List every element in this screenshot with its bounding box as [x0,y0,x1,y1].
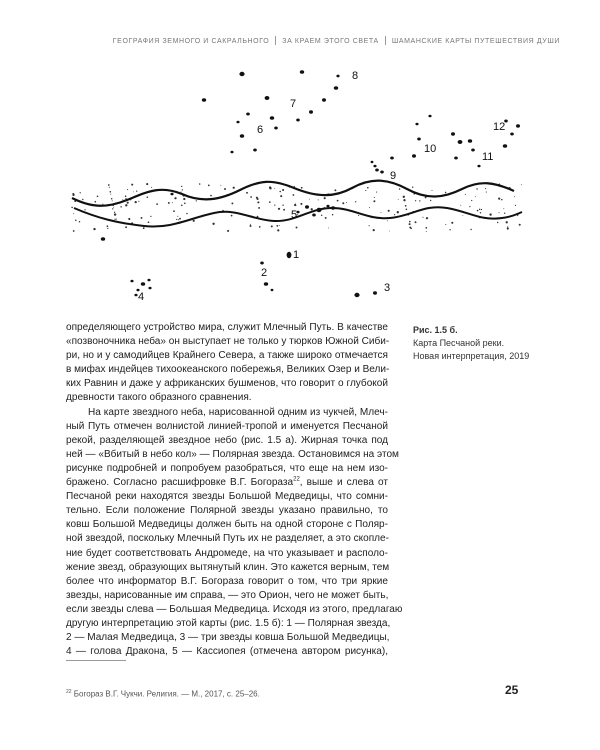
star-dot [458,140,463,144]
text-line: рисунке подробней и попробуем разобраться, что еще на нем изо- [66,462,388,474]
star-dot [412,154,416,157]
speckle [143,227,145,229]
speckle [409,221,411,223]
page-number: 25 [505,683,519,697]
speckle [184,202,186,204]
speckle [507,227,509,229]
star-dot [380,171,384,174]
speckle [271,225,273,227]
speckle [460,205,461,206]
speckle [367,187,369,189]
speckle [278,208,280,210]
star-dot [309,110,313,113]
speckle [231,215,233,217]
speckle [231,202,233,204]
caption-title: Рис. 1.5 б. [413,325,458,335]
star-dot [471,149,475,152]
speckle [328,227,329,228]
footnote-divider [66,660,126,661]
speckle [355,201,356,202]
speckle [274,204,275,205]
speckle [186,213,188,215]
star-dot [148,287,151,290]
speckle [279,191,281,193]
star-label-2: 2 [261,267,268,279]
speckle [469,206,470,207]
speckle [72,194,74,196]
text-line: ри, но и у самодийцев Крайнего Севера, а также широко отмечается [66,350,388,362]
text-line: 4 — голова Дракона, 5 — Кассиопея (отмечена автором рисунка), [66,646,388,658]
star-dot [503,144,507,148]
speckle [93,228,95,230]
star-label-12: 12 [493,121,506,133]
speckle [300,203,302,205]
speckle [311,208,313,210]
star-dot [354,293,359,297]
speckle [150,216,151,217]
speckle [394,214,395,215]
speckle [346,202,347,203]
star-label-4: 4 [138,291,145,303]
speckle [120,206,121,207]
star-dot [312,214,316,217]
speckle [374,197,375,198]
speckle [295,204,297,206]
speckle [426,217,428,219]
star-dot [253,149,257,152]
speckle [135,201,137,203]
speckle [80,192,81,193]
star-map-figure [62,58,532,320]
star-dot [375,169,379,172]
star-dot [390,157,394,160]
speckle [133,192,134,193]
speckle [136,190,137,191]
speckle [97,196,99,198]
speckle [172,202,173,203]
running-head [0,36,560,45]
speckle [325,217,327,219]
speckle [365,190,366,191]
star-dot [454,157,458,160]
star-dot [334,86,338,90]
speckle [112,200,113,201]
star-dot [130,280,133,283]
speckle [84,209,85,210]
speckle [282,189,284,191]
speckle [174,198,175,199]
running-head-section-1: ГЕОГРАФИЯ ЗЕМНОГО И САКРАЛЬНОГО [112,38,270,45]
speckle [406,208,408,210]
text-line: звезды, нарисованные им справа, — это Орион, чего не может быть, [66,589,389,601]
speckle [506,221,508,223]
speckle [358,215,359,216]
star-dot [451,132,455,135]
star-dot [373,291,377,294]
speckle [293,194,295,196]
star-label-1: 1 [293,249,300,261]
speckle [259,226,261,228]
star-label-5: 5 [291,209,298,221]
star-dot [336,75,339,78]
star-dot [236,121,239,124]
speckle [108,184,110,186]
star-dot [141,282,145,286]
speckle [376,192,377,193]
speckle [107,228,108,229]
speckle [176,219,177,220]
star-map-drawing [62,58,532,320]
speckle [309,199,310,200]
figure-caption [413,324,563,363]
speckle [182,189,183,190]
star-dot [230,151,233,154]
running-head-separator [385,36,386,45]
speckle [477,210,479,212]
speckle [73,213,74,214]
star-dot [296,119,300,122]
star-label-7: 7 [290,98,297,110]
speckle [193,220,195,222]
speckle [250,225,252,227]
speckle [449,229,450,230]
speckle [425,227,427,229]
speckle [246,192,248,194]
speckle [156,203,158,205]
speckle [125,204,127,206]
speckle [373,200,375,202]
footnote-number: 22 [66,689,72,695]
star-dot [326,205,329,208]
speckle [389,231,390,232]
text-line: ной звездой, поскольку Млечный Путь их не разделяет, а это скопле- [66,533,389,545]
speckle [102,204,103,205]
body-text [66,321,403,659]
speckle [415,200,416,201]
speckle [369,207,370,208]
speckle [71,207,73,209]
speckle [82,199,83,200]
star-dot [305,205,309,208]
speckle [277,229,279,231]
speckle [445,192,446,193]
star-dot [322,98,326,101]
star-marks [101,70,520,297]
star-dot [373,165,376,168]
text-line: На карте звездного неба, нарисованной одним из чукчей, Млеч- [88,406,388,418]
speckle [445,224,446,225]
star-dot [331,206,335,209]
speckle [279,225,280,226]
speckle [415,221,417,223]
speckle [181,186,182,187]
star-dot [264,282,268,286]
speckle [114,219,115,220]
text-line: «позвоночника неба» он выступает не только у тюрков Южной Сиби- [66,336,390,348]
speckle [113,207,114,208]
speckle [486,192,487,193]
speckle [274,188,275,189]
speckle [332,214,333,215]
speckle [451,222,453,224]
speckle [337,200,339,202]
speckle [465,194,466,195]
speckle [147,196,149,198]
speckle [373,229,375,231]
speckle [75,220,77,222]
text-line: ковш Большой Медведицы должен быть на одной стороне с Поляр- [66,519,388,531]
speckle [498,212,499,213]
speckle [95,201,97,203]
caption-text: Карта Песчаной реки. [413,338,505,348]
speckle [114,213,116,215]
star-dot [510,133,514,136]
speckle [419,200,420,201]
speckle [141,217,143,219]
speckle [208,185,210,187]
speckle [280,195,282,197]
star-label-8: 8 [352,70,359,82]
speckle [507,226,508,227]
speckle [342,202,344,204]
speckle [381,212,382,213]
speckle [173,210,175,212]
speckle [405,205,407,207]
speckle [168,202,170,204]
speckle [422,217,423,218]
speckle [269,201,271,203]
star-dot [239,72,244,76]
speckle [79,221,80,222]
speckle [334,189,336,191]
text-line: если звезды слева — Большая Медведица. Исходя из этого, предлагаю [66,603,403,615]
speckle [503,208,504,209]
star-label-9: 9 [390,170,397,182]
speckle [521,184,522,185]
speckle [127,202,129,204]
speckle [220,185,221,186]
star-label-3: 3 [384,282,391,294]
speckle [403,199,405,201]
text-line: в мифах индейцев тихоокеанского побережья, Великих Озер и Вели- [66,364,390,376]
star-dot [170,193,173,196]
speckle [257,201,259,203]
speckle [480,212,481,213]
speckle [369,225,370,226]
speckle [475,196,476,197]
speckle [127,189,128,190]
speckle [479,209,480,210]
speckle [485,188,486,189]
star-dot [287,252,292,258]
star-dot [147,279,150,282]
speckle [128,218,130,220]
text-line: древности такого образного сравнения. [66,392,252,404]
speckle [318,199,319,200]
text-line: Песчаной реки находятся звезды Большой Медведицы, что сомни- [66,491,388,503]
text-line: ный Путь отмечен волнистой линией-тропой и именуется Песчаной [66,420,388,432]
speckle [269,186,271,188]
speckle [178,219,179,220]
star-label-11: 11 [482,151,494,163]
speckle [276,225,278,227]
speckle [297,214,298,215]
speckle [301,187,303,189]
text-line: ней — «Вбитый в небо кол» — Полярная звезда. Остановимся на этом [66,448,399,460]
speckle [514,196,515,197]
star-dot [246,113,250,116]
speckle [224,188,226,190]
text-line: более что информатор В.Г. Богораза говорит о том, что три яркие [66,575,388,587]
milky-way-upper-line [72,181,514,206]
speckle [196,200,197,201]
speckle [515,205,516,206]
text-line: рекой, разделяющей звездное небо (рис. 1.5 а). Жирная точка под [66,434,388,446]
speckle [430,200,431,201]
text-segment: бражено. Согласно расшифровке В.Г. Богораза [66,477,294,489]
speckle [210,195,212,197]
speckle [388,210,390,212]
star-dot [417,138,421,141]
speckle [110,191,112,193]
star-dot [202,98,206,102]
speckle [111,198,113,200]
speckle [250,196,252,198]
text-line: ние будет соответствовать Андромеде, на что указывает и располо- [66,547,388,559]
speckle [481,209,482,210]
speckle [489,213,491,215]
footnote-reference: 22 [293,476,300,483]
speckle [131,184,133,186]
star-dot [274,127,278,130]
text-line: другую интерпретацию этой карты (рис. 1.5 б): 1 — Полярная звезда, [66,617,391,629]
star-dot [516,124,520,127]
speckle [73,230,75,232]
speckle [470,229,471,230]
speckle [321,215,322,216]
speckle [114,212,115,213]
speckle [403,196,405,198]
speckle [107,225,109,227]
speckle [179,218,181,220]
speckle [324,197,326,199]
star-dot [240,134,244,138]
speckle [432,190,433,191]
speckle [397,211,399,213]
speckle [498,197,500,199]
running-head-separator [275,36,276,45]
speckle [409,223,411,225]
footnote-text: Богораз В.Г. Чукчи. Религия. — М., 2017, с. 25–26. [73,689,260,699]
speckle [110,194,111,195]
speckle [412,186,413,187]
text-segment: , выше и слева от [299,477,388,489]
speckle [148,221,150,223]
text-line: определяющего устройство мира, служит Млечный Путь. В качестве [66,322,388,333]
speckle [122,199,123,200]
text-line: тельно. Если положение Полярной звезды указано правильно, то [66,505,388,517]
star-dot [265,96,270,100]
speckle [138,201,139,202]
speckle [227,230,229,232]
star-dot [316,208,321,212]
text-line: жение звезд, образующих вытянутый клин. Это кажется верным, тем [66,561,390,573]
text-line [66,476,388,490]
speckle [504,213,505,214]
footnote [66,689,260,699]
speckle [258,207,260,209]
speckle [398,199,399,200]
speckle [125,195,127,197]
speckle [233,187,235,189]
speckle [283,209,285,211]
speckle [257,198,259,200]
star-dot [270,116,274,120]
caption-text: Новая интерпретация, 2019 [413,351,530,361]
speckle [125,226,127,228]
star-dot [415,123,418,126]
speckle [462,215,463,216]
speckle [517,215,518,216]
speckle [501,199,503,201]
speckle [199,183,201,185]
speckle [146,183,148,185]
star-dot [300,70,304,74]
speckle [519,224,521,226]
speckle [181,204,183,206]
speckle [177,216,178,217]
running-head-section-3: ШАМАНСКИЕ КАРТЫ ПУТЕШЕСТВИЯ ДУШИ [391,38,560,45]
star-dot [260,262,264,265]
running-head-section-2: ЗА КРАЕМ ЭТОГО СВЕТА [282,38,379,45]
star-dot [428,115,431,118]
star-dot [477,165,480,168]
speckle [282,205,283,206]
star-dot [271,289,274,291]
speckle [409,227,411,229]
star-dot [468,139,472,143]
star-dot [101,237,105,241]
speckle [112,208,113,209]
milky-way-lower-line [74,207,522,226]
speckle [250,224,251,225]
speckle [387,220,388,221]
speckle [399,188,401,190]
speckle [183,198,185,200]
star-label-10: 10 [424,143,437,155]
speckle [426,231,427,232]
speckle [497,222,498,223]
text-line: 2 — Малая Медведица, 3 — три звезды ковша Большой Медведицы, [66,632,390,644]
speckle [296,227,298,229]
speckle [476,188,477,189]
speckle [151,187,152,188]
star-label-6: 6 [257,124,264,136]
text-line: ких Равнин и даже у африканских бушменов, что говорит о глубокой [66,378,388,390]
speckle [109,187,110,188]
star-dot [371,161,374,163]
speckle [115,218,116,219]
speckle [471,200,472,201]
speckle [212,223,214,225]
